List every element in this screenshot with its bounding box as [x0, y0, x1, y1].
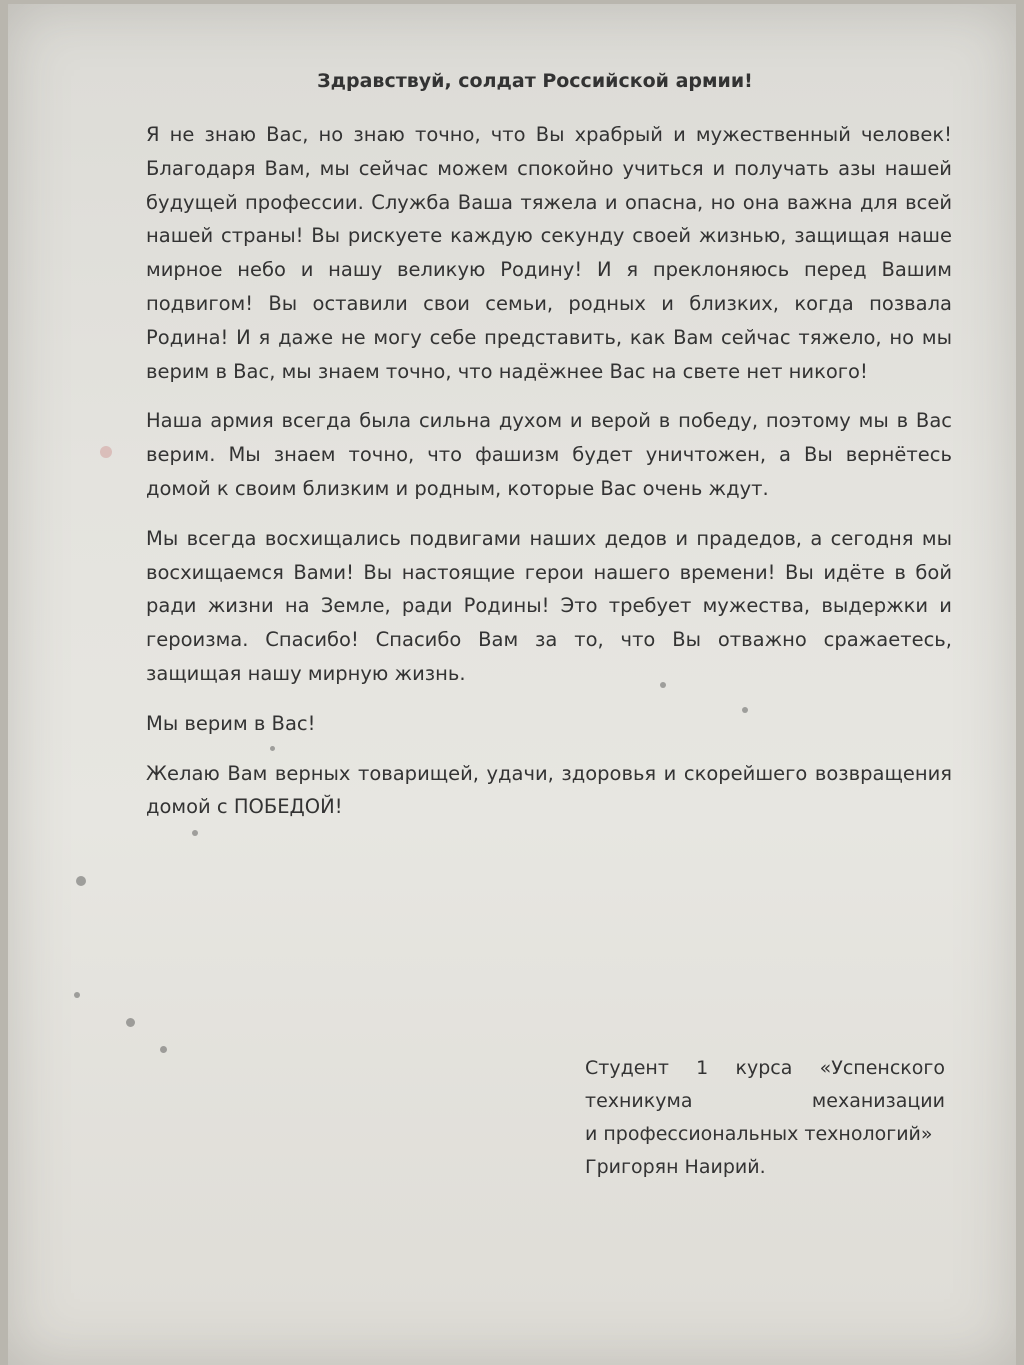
signature-line: Студент 1 курса «Успенского — [585, 1057, 945, 1079]
ink-spot — [126, 1018, 135, 1027]
ink-spot — [160, 1046, 167, 1053]
ink-spot — [74, 992, 80, 998]
signature-line: техникума механизации — [585, 1090, 945, 1112]
signature-line: и профессиональных технологий» — [585, 1123, 933, 1145]
letter-paragraph: Желаю Вам верных товарищей, удачи, здоровья и скорейшего возвращения домой с ПОБЕДОЙ! — [146, 761, 952, 819]
letter-paragraph: Я не знаю Вас, но знаю точно, что Вы храбрый и мужественный человек! Благодаря Вам, мы сейчас можем спокойно учиться и получать азы нашей будущей профессии. Служба Ваша тяжела и опасна, но она важна для всей нашей страны! Вы рискуете каждую секунду своей жизнью, защищая наше мирное небо и нашу великую Родину! И я преклоняюсь перед Вашим подвигом! Вы оставили свои семьи, родных и близких, когда позвала Родина! И я даже не могу себе представить, как Вам сейчас тяжело, но мы верим в Вас, мы знаем точно, что надёжнее Вас на свете нет никого! — [146, 123, 952, 383]
ink-spot — [76, 876, 86, 886]
letter-paragraph: Мы всегда восхищались подвигами наших дедов и прадедов, а сегодня мы восхищаемся Вами! Вы настоящие герои нашего времени! Вы идёте в бой ради жизни на Земле, ради Родины! Это требует мужества, выдержки и героизма. Спасибо! Спасибо Вам за то, что Вы отважно сражаетесь, защищая нашу мирную жизнь. — [146, 526, 952, 685]
letter-paragraph: Мы верим в Вас! — [146, 711, 316, 735]
signature-name: Григорян Наирий. — [585, 1156, 766, 1178]
letter-greeting: Здравствуй, солдат Российской армии! — [317, 70, 753, 92]
ink-spot — [100, 446, 112, 458]
signature-block — [585, 1052, 945, 1184]
letter-paragraph: Наша армия всегда была сильна духом и верой в победу, поэтому мы в Вас верим. Мы знаем точно, что фашизм будет уничтожен, а Вы вернётесь домой к своим близким и родным, которые Вас очень ждут. — [146, 409, 952, 500]
letter-body — [146, 118, 952, 840]
